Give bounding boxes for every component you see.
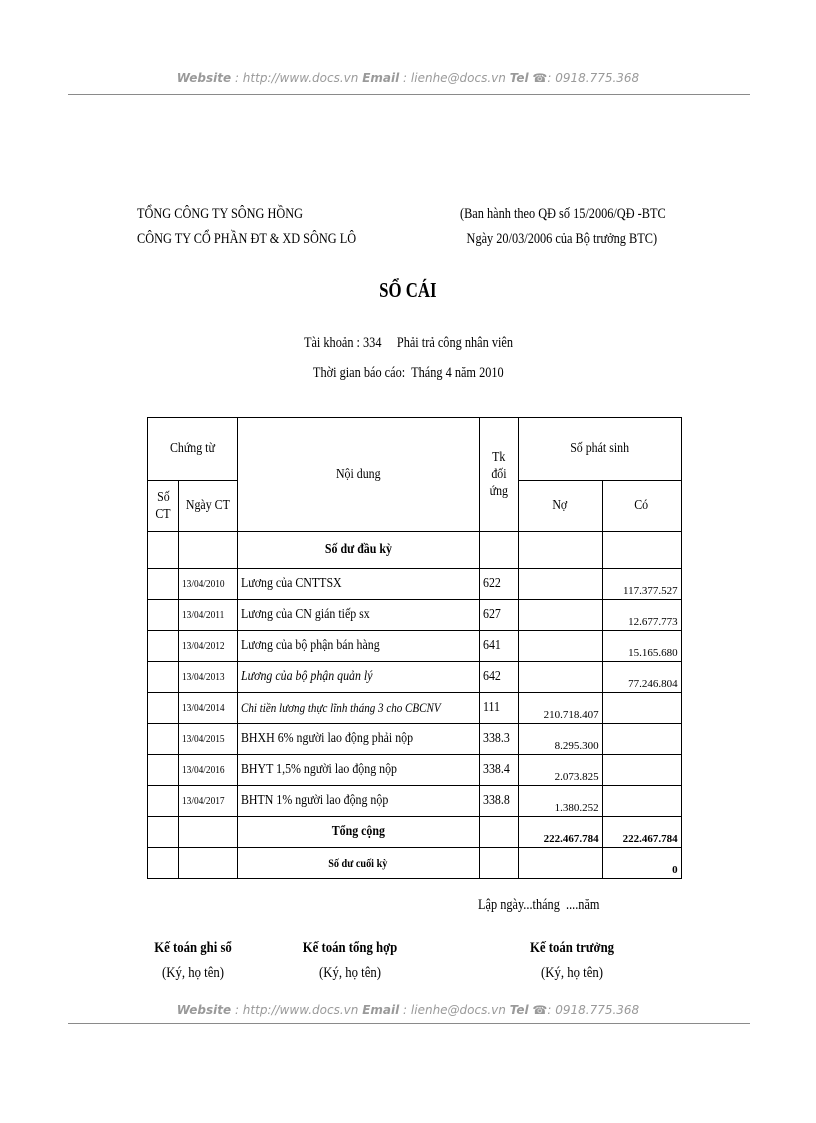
- row-account: 622: [479, 569, 518, 600]
- row-credit: [602, 693, 681, 724]
- row-credit: 15.165.680: [602, 631, 681, 662]
- watermark-email-label: Email: [362, 71, 400, 85]
- signer-hint: (Ký, họ tên): [541, 965, 603, 981]
- ledger-table: [147, 417, 682, 879]
- row-date: 13/04/2012: [179, 631, 238, 662]
- row-date: 13/04/2017: [179, 786, 238, 817]
- bottom-divider: [68, 1023, 750, 1024]
- period-line: Thời gian báo cáo: Tháng 4 năm 2010: [312, 365, 504, 381]
- row-debit: 8.295.300: [518, 724, 602, 755]
- watermark-tel-label: Tel: [509, 71, 529, 85]
- table-row: [148, 600, 682, 631]
- company-name: CÔNG TY CỔ PHẦN ĐT & XD SÔNG LÔ: [137, 231, 357, 247]
- signer-role: Kế toán tổng hợp: [302, 940, 398, 956]
- watermark-phone: ☎: 0918.775.368: [528, 1003, 640, 1017]
- table-row: [148, 662, 682, 693]
- row-account: 627: [479, 600, 518, 631]
- watermark-email: : lienhe@docs.vn: [399, 1003, 510, 1017]
- row-date: 13/04/2016: [179, 755, 238, 786]
- row-account: 641: [479, 631, 518, 662]
- signer-role: Kế toán trưởng: [529, 940, 615, 956]
- signer-general-accountant: [285, 940, 415, 982]
- closing-balance-row: [148, 848, 682, 879]
- row-account: 338.3: [479, 724, 518, 755]
- header-no: Nợ: [518, 481, 602, 532]
- header-noi-dung: Nội dung: [237, 418, 479, 532]
- row-credit: [602, 724, 681, 755]
- header-row-1: [148, 418, 682, 481]
- total-debit: 222.467.784: [518, 817, 602, 848]
- watermark-website-label: Website: [176, 71, 232, 85]
- parent-company-name: TỔNG CÔNG TY SÔNG HỒNG: [137, 206, 304, 222]
- company-header: [137, 202, 356, 252]
- signer-role: Kế toán ghi sổ: [154, 940, 232, 956]
- table-row: [148, 569, 682, 600]
- total-row: [148, 817, 682, 848]
- row-description: Lương của CNTTSX: [237, 569, 479, 600]
- row-description: Lương của bộ phận bán hàng: [237, 631, 479, 662]
- regulation-note: [460, 202, 666, 252]
- signer-bookkeeper: [138, 940, 248, 982]
- top-divider: [68, 94, 750, 95]
- row-debit: [518, 662, 602, 693]
- watermark-email: : lienhe@docs.vn: [399, 71, 510, 85]
- signer-chief-accountant: [507, 940, 637, 982]
- table-row: [148, 755, 682, 786]
- row-date: 13/04/2010: [179, 569, 238, 600]
- opening-balance-row: [148, 532, 682, 569]
- row-credit: 117.377.527: [602, 569, 681, 600]
- row-credit: 77.246.804: [602, 662, 681, 693]
- row-debit: [518, 600, 602, 631]
- signer-hint: (Ký, họ tên): [162, 965, 224, 981]
- header-chung-tu: Chứng từ: [148, 418, 238, 481]
- account-line: Tài khoản : 334 Phải trả công nhân viên: [303, 335, 513, 351]
- row-credit: [602, 755, 681, 786]
- row-debit: 1.380.252: [518, 786, 602, 817]
- header-so-phat-sinh: Số phát sinh: [518, 418, 681, 481]
- header-tk-doi-ung: Tk đối ứng: [479, 418, 518, 532]
- header-so-ct: Số CT: [148, 481, 179, 532]
- row-date: 13/04/2013: [179, 662, 238, 693]
- row-date: 13/04/2014: [179, 693, 238, 724]
- closing-balance-value: 0: [602, 848, 681, 879]
- prepared-date-line: Lập ngày...tháng ....năm: [478, 897, 600, 913]
- table-row: [148, 631, 682, 662]
- watermark-phone: ☎: 0918.775.368: [528, 71, 640, 85]
- row-date: 13/04/2015: [179, 724, 238, 755]
- row-credit: [602, 786, 681, 817]
- table-row: [148, 786, 682, 817]
- opening-balance-label: Số dư đầu kỳ: [237, 532, 479, 569]
- row-credit: 12.677.773: [602, 600, 681, 631]
- row-debit: 210.718.407: [518, 693, 602, 724]
- watermark-tel-label: Tel: [509, 1003, 529, 1017]
- regulation-line-1: (Ban hành theo QĐ số 15/2006/QĐ -BTC: [460, 206, 666, 222]
- row-debit: [518, 631, 602, 662]
- closing-balance-label: Số dư cuối kỳ: [237, 848, 479, 879]
- total-credit: 222.467.784: [602, 817, 681, 848]
- row-account: 111: [479, 693, 518, 724]
- watermark-top: [0, 71, 816, 85]
- row-description: Chi tiền lương thực lĩnh tháng 3 cho CBCNV: [237, 693, 479, 724]
- row-date: 13/04/2011: [179, 600, 238, 631]
- row-description: Lương của CN gián tiếp sx: [237, 600, 479, 631]
- watermark-website-label: Website: [176, 1003, 232, 1017]
- signer-hint: (Ký, họ tên): [319, 965, 381, 981]
- document-title: SỔ CÁI: [379, 278, 437, 302]
- row-description: BHYT 1,5% người lao động nộp: [237, 755, 479, 786]
- watermark-email-label: Email: [362, 1003, 400, 1017]
- row-description: BHTN 1% người lao động nộp: [237, 786, 479, 817]
- watermark-url: : http://www.docs.vn: [231, 1003, 363, 1017]
- header-co: Có: [602, 481, 681, 532]
- table-row: [148, 724, 682, 755]
- row-debit: 2.073.825: [518, 755, 602, 786]
- total-label: Tổng cộng: [237, 817, 479, 848]
- row-account: 338.8: [479, 786, 518, 817]
- row-account: 338.4: [479, 755, 518, 786]
- row-debit: [518, 569, 602, 600]
- table-row: [148, 693, 682, 724]
- header-ngay-ct: Ngày CT: [179, 481, 238, 532]
- watermark-bottom: [0, 1003, 816, 1017]
- row-description: BHXH 6% người lao động phải nộp: [237, 724, 479, 755]
- row-description: Lương của bộ phận quản lý: [237, 662, 479, 693]
- row-account: 642: [479, 662, 518, 693]
- watermark-url: : http://www.docs.vn: [231, 71, 363, 85]
- regulation-line-2: Ngày 20/03/2006 của Bộ trưởng BTC): [466, 231, 658, 247]
